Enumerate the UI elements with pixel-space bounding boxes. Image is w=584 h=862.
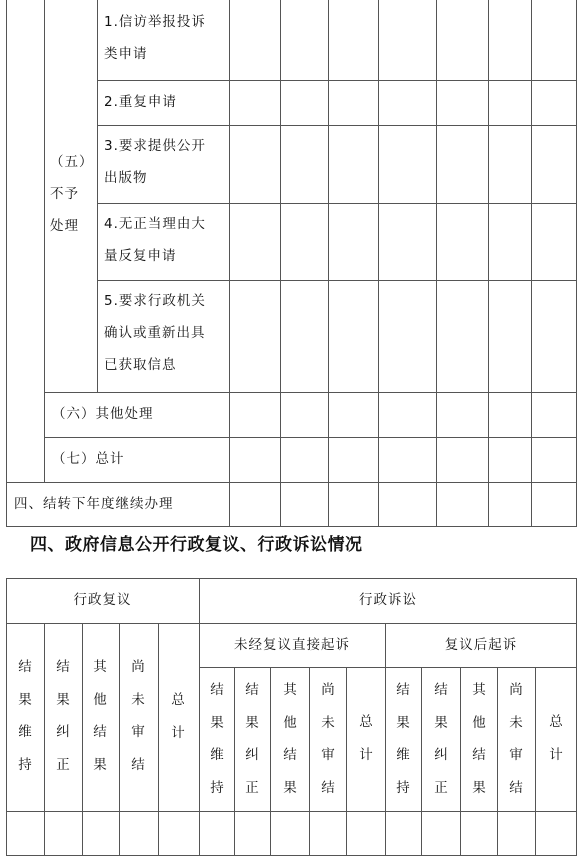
col-after-total: 总 计 [549, 714, 563, 763]
col-direct-corrected: 结 果 纠 正 [245, 682, 259, 796]
header-direct-suit: 未经复议直接起诉 [234, 637, 350, 653]
col-direct-total: 总 计 [359, 714, 373, 763]
row-label-mass-request: 4.无正当理由大 量反复申请 [104, 216, 206, 264]
col-review-other: 其 他 结 果 [93, 659, 107, 773]
col-review-corrected: 结 果 纠 正 [56, 659, 70, 773]
col-direct-pending: 尚 未 审 结 [321, 682, 335, 796]
header-admin-review: 行政复议 [73, 592, 132, 608]
header-admin-litigation: 行政诉讼 [359, 592, 417, 608]
row-label-carryover: 四、结转下年度继续办理 [14, 496, 174, 512]
col-after-upheld: 结 果 维 持 [396, 682, 410, 796]
group-label-not-processed: （五） 不予 处理 [50, 154, 94, 234]
row-label-other: （六）其他处理 [52, 406, 154, 422]
col-review-total: 总 计 [171, 692, 185, 741]
col-review-upheld: 结 果 维 持 [18, 659, 32, 773]
col-after-other: 其 他 结 果 [472, 682, 486, 796]
row-label-petition: 1.信访举报投诉 类申请 [104, 14, 206, 62]
col-direct-upheld: 结 果 维 持 [210, 682, 224, 796]
row-label-repeat: 2.重复申请 [104, 94, 177, 110]
header-after-review-suit: 复议后起诉 [444, 637, 518, 653]
col-after-pending: 尚 未 审 结 [509, 682, 523, 796]
row-label-publication: 3.要求提供公开 出版物 [104, 138, 206, 186]
section-title: 四、政府信息公开行政复议、行政诉讼情况 [30, 535, 363, 555]
row-label-total: （七）总计 [52, 451, 125, 467]
col-direct-other: 其 他 结 果 [283, 682, 297, 796]
row-label-reissue: 5.要求行政机关 确认或重新出具 已获取信息 [104, 293, 206, 373]
col-review-pending: 尚 未 审 结 [131, 659, 145, 773]
col-after-corrected: 结 果 纠 正 [434, 682, 448, 796]
